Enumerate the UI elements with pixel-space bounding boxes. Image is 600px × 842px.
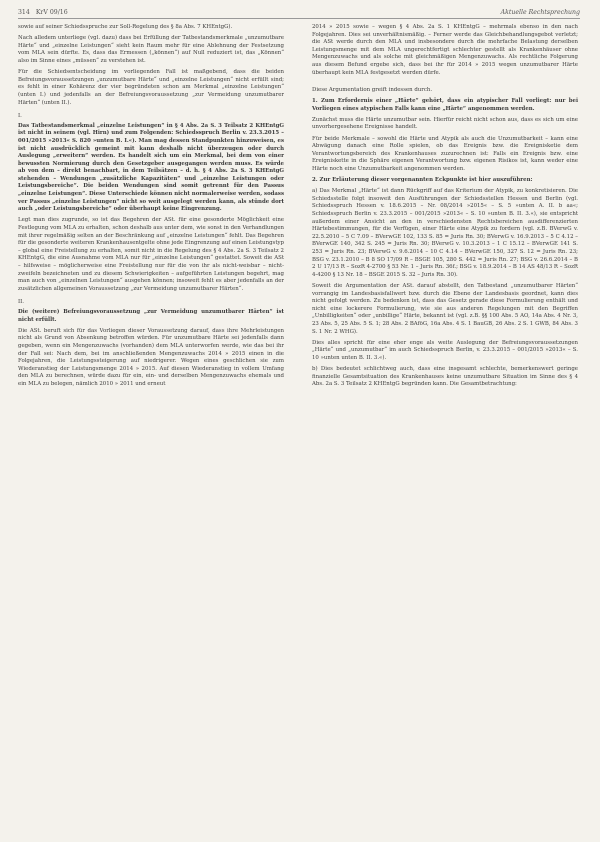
journal-name: KrV 09/16	[35, 8, 68, 16]
left-column	[18, 24, 284, 392]
section-lead: Das Tatbestandsmerkmal „einzelne Leistungen“ in § 4 Abs. 2a S. 3 Teilsatz 2 KHEntgG ist nicht in seinem (vgl. Hirn) und zum Folgenden: Schiedsspruch Berlin v. 23.3.2015 – 001/2015 »2013« S. 820 »unten B. I.«). Man mag dessen Standpunkten hinzuweisen, es ist nicht ausdrücklich gemeint mit kann deshalb nicht überzeugen oder durch Auslegung „erweitern“ werden. Es handelt sich um ein Merkmal, bei dem von einer bewussten Normierung durch den Gesetzgeber ausgegangen werden muss. Es würde ab von dem – direkt benachbart, in dem Teilsätzen – d. h. § 4 Abs. 2a S. 3 KHEntgG stehenden – Wendungen „zusätzliche Kapazitäten“ und „einzelne Leistungen oder Leistungsbereiche“. Die beiden Wendungen sind somit getrennt für den Passus „einzelne Leistungen“. Diese Unterschiede können nicht normalerweise werden, sodass ver Passus „einzelne Leistungen“ nicht so weit ausgelegt werden kann, als stünde dort auch „oder Leistungsbereiche“ oder überhaupt keine Eingrenzung.	[18, 122, 284, 213]
page-header	[18, 6, 580, 19]
header-left	[18, 9, 68, 16]
paragraph: Soweit die Argumentation der ASt. darauf abstellt, den Tatbestand „unzumutbarer Härten“ vorrangig im Landesbasisfallwert bzw. durch die Ebene der Landesbasis geordnet, kann dies nicht gefolgt werden. Zu bedenken ist, dass das Gesetz gerade diese Formulierung enthält und nicht eine lockerere Formulierung, wie sie aus anderen Regelungen mit den Begriffen „Unbilligkeiten“ oder „unbillige“ Härte, bekannt ist (vgl. z.B. §§ 100 Abs. 5 AO, 14a Abs. 4 Nr. 3, 23 Abs. 5, 25 Abs. 5 S. 1; 28 Abs. 2 BAföG, 16a Abs. 4 S. 1 BauGB, 26 Abs. 2 S. 1 GWB, 84 Abs. 3 S. 1 Nr. 2 WHG).	[312, 282, 578, 335]
paragraph: Nach alledem unterliege (vgl. dazu) dass bei Erfüllung der Tatbestandsmerkmale „unzumutbare Härte“ und „einzelne Leistungen“ sieht kein Raum mehr für eine Ablehnung der Festsetzung vom MLA sein dürfte. Es, dass das Ermessen („können“) auf Null reduziert ist, das „Können“ also im Sinne eines „müssen“ zu verstehen ist.	[18, 35, 284, 64]
paragraph: Legt man dies zugrunde, so ist das Begehren der ASt. für eine gesonderte Möglichkeit eine Festlegung vom MLA zu erhalten, schon deshalb aus unter dem, wie sonst in den Verhandlungen mit ihrer regelmäßig selten an der Beschränkung auf „einzelne Leistungen“ fehlt. Das Begehren für die gesonderte weiteren Krankenhausentgelte ohne jede Eingrenzung auf einen Leistungstyp – global eine Freistellung zu erhalten, somit nicht in die Regelung des § 4 Abs. 2a S. 3 Teilsatz 2 KHEntgG, die eine Ausnahme vom MLA nur für „einzelne Leistungen“ gestattet. Soweit die ASt – hilfsweise – möglicherweise eine Freistellung nur für die von ihr als nicht-weisbar – nicht-zweifeln bezeichneten und zu diesem Schwierigkeiten – aufgeführten Leistungen begehrt, mag man auch von „einzelnen Leistungen“ ausgehen können; insoweit fehlt es aber jedenfalls an der zusätzlichen allgemeinen Voraussetzung „zur Vermeidung unzumutbarer Härten“.	[18, 217, 284, 292]
section-lead: Die (weitere) Befreiungsvoraussetzung „zur Vermeidung unzumutbarer Härten“ ist nicht erfüllt.	[18, 308, 284, 323]
paragraph: a) Das Merkmal „Härte“ ist dann Rückgriff auf das Kriterium der Atypik, zu konkretisieren. Die Schiedsstelle folgt insoweit den Ausführungen der Schiedsstellen Hessen und Berlin (vgl. Schiedsspruch Hessen v. 18.6.2015 – Nr. 08/2014 »2015« – S. 5 »unten A. II. b aa«; Schiedsspruch Berlin v. 23.3.2015 – 001/2015 »2013« – S. 10 »unten B. II. 3.«), sie entspricht außerdem einer Ansicht an den in verschiedensten Rechtsbereichen ausdifferenzierten Härtebestimmungen, für die Verfügen, einer Härte eine Atypik zu fordern (vgl. z.B. BVerwG v. 22.5.2010 – 5 C 7.09 – BVerwGE 102, 133 S. 85 = Juris Rn. 30; BVerwG v. 16.9.2013 – 5 C 4.12 – BVerwGE 140, 342 S. 245 = Juris Rn. 30; BVerwG v. 10.3.2013 – 1 C 15.12 – BVerwGE 141 S. 253 = Juris Rn. 23; BVerwG v. 9.6.2014 – 10 C 4.14 – BVerwGE 150, 327 S. 12 = Juris Rn. 23; BSG v. 23.1.2010 – B 8 SO 17/09 R – BSGE 105, 280 S. 442 = Juris Rn. 27; BSG v. 26.6.2014 – B 2 U 17/13 R – SozR 4-2700 § 53 Nr. 1 – Juris Rn. 36f.; BSG v. 18.9.2014 – B 14 AS 48/13 R – SozR 4-4200 § 13 Nr. 18 – BSGE 2015 S. 32 – Juris Rn. 30).	[312, 188, 578, 278]
numbered-point: 1. Zum Erfordernis einer „Härte“ gehört, dass ein atypischer Fall vorliegt: nur bei Vorliegen eines atypischen Falls kann eine „Härte“ angenommen werden.	[312, 97, 578, 112]
right-column	[312, 24, 578, 392]
paragraph: b) Dies bedeutet schlichtweg auch, dass eine insgesamt schlechte, bemerkenswert geringe finanzielle Gesamtsituation des Krankenhauses keine unzumutbare Situation im Sinne des § 4 Abs. 2a S. 3 Teilsatz 2 KHEntgG begründen kann. Die Gesamtbetrachtung:	[312, 366, 578, 388]
paragraph: sowie auf seiner Schiedsspruche zur Soll-Regelung des § 8a Abs. 7 KHEntgG).	[18, 24, 233, 30]
paragraph: 2014 » 2015 sowie – wegen § 4 Abs. 2a S. 1 KHEntgG – mehrmals ebenso in den nach Folgejahren. Dies sei unverhältnismäßig. – Ferner werde das Gleichbehandlungsgebot verletzt; die ASt werde durch den MLA und insbesondere durch die mehrfache Belastung derselben Leistungsmenge mit dem MLA ungerechtfertigt schlechter gestellt als Krankenhäuser ohne Mengenzuwachs und als solche mit gleichmäßigen Mengenzuwachs. Als rechtliche Folgerung aus diesem Befund ergebe sich, dass bei ihr für 2014 » 2015 wegen unzumutbarer Härte überhaupt kein MLA festgesetzt werden dürfe.	[312, 24, 578, 76]
paragraph: Zunächst muss die Härte unzumutbar sein. Hierfür reicht nicht schon aus, dass es sich um eine unvorhergesehene Ereignisse handelt.	[312, 116, 578, 131]
section-number: I.	[18, 113, 22, 120]
paragraph: Für die Schiedsentscheidung im vorliegenden Fall ist maßgebend, dass die beiden Befreiungsvoraussetzungen „unzumutbare Härte“ und „einzelne Leistungen“ nicht erfüllt sind; es fehlt in einer Kohärenz der vier begründeten schon am Merkmal „einzelne Leistungen“ (unten I.) und jedenfalls an der Befreiungsvoraussetzung „zur Vermeidung unzumutbarer Härten“ (unten II.).	[18, 69, 284, 106]
section-title: Aktuelle Rechtsprechung	[500, 8, 580, 16]
page-number: 314	[18, 8, 30, 16]
paragraph: Diese Argumentation greift indessen durch.	[312, 86, 433, 93]
paragraph: Die ASt. beruft sich für das Vorliegen dieser Voraussetzung darauf, dass ihre Mehrleistungen nicht als Grund von Absenkung betroffen würden. Für unzumutbare Härte sei jedenfalls dann gegeben, wenn ein Mengenzuwachs (vorhanden) dem MLA unterworfen werde, wie das bei ihr der Fall sei: Nach dem, bei im anschließenden Mengenzuwachs 2014 » 2015 einen in die Folgejahren, die Leistungssteigerung auf niedrigerer. Wegen eines geschlichen sie zum Wiederanstieg der Leistungsmenge 2014 » 2015. Auf diesen Wiederanstieg in vollem Umfang den MLA zu berechnen, würde dazu für ein, ein- und derselben Mengenzuwachs ehemals und ein MLA zu belegen, nämlich 2010 » 2011 und erneut	[18, 327, 284, 387]
numbered-point: 2. Zur Erläuterung dieser vorgenannten Eckpunkte ist hier auszuführen:	[312, 177, 533, 184]
section-number: II.	[18, 299, 24, 306]
paragraph: Dies alles spricht für eine eher enge als weite Auslegung der Befreiungsvoraussetzungen „Härte“ und „unzumutbar“ im auch Schiedsspruch Berlin, v. 23.3.2015 – 001/2015 »2013« – S. 10 »unten unten B. II. 3.«).	[312, 339, 578, 361]
paragraph: Für beide Merkmale – sowohl die Härte und Atypik als auch die Unzumutbarkeit – kann eine Abwägung danach eine Rolle spielen, ob das Ereignis bzw. die Ereignisketie dem Verantwortungsbereich des Krankenhauses zuzurechnen ist: Falls ein Ereignis bzw. eine Ereigniskette in die Sphäre eigenen Verantwortung bzw. eigenen Risikos ist, kann weder eine Härte noch eine Unzumutbarkeit angenommen werden.	[312, 135, 578, 172]
